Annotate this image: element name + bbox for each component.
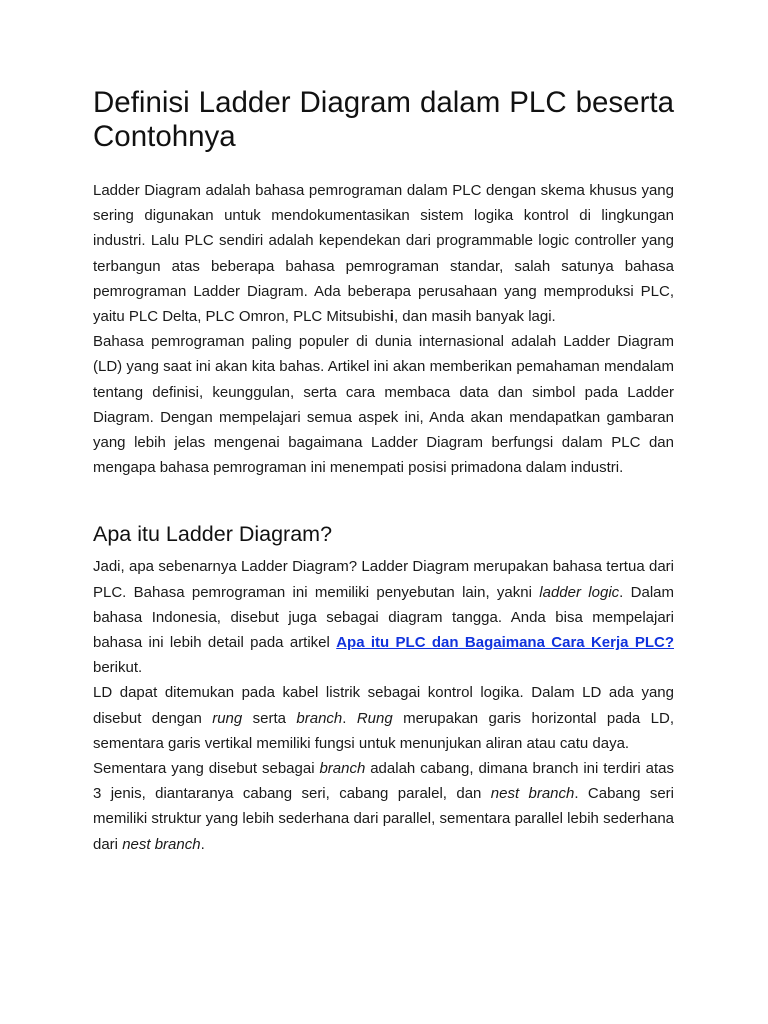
section-paragraph-3 xyxy=(93,756,674,857)
page-title: Definisi Ladder Diagram dalam PLC beserta Contohnya xyxy=(93,86,674,153)
intro-text-1b: , dan masih banyak lagi. xyxy=(393,308,556,326)
section-text-2c: . xyxy=(342,709,357,727)
section-text-rung-2: Rung xyxy=(356,709,393,727)
section-text-3a: Sementara yang disebut sebagai xyxy=(93,760,320,778)
section-text-1c: berikut. xyxy=(93,659,143,677)
section-text-nest-branch: nest branch xyxy=(490,785,575,803)
section-text-3b: adalah cabang, dimana branch ini terdiri atas 3 jenis, diantaranya cabang seri, cabang paralel, dan xyxy=(93,760,674,803)
intro-paragraph-2: Bahasa pemrograman paling populer di dunia internasional adalah Ladder Diagram (LD) yang saat ini akan kita bahas. Artikel ini akan memberikan pemahaman mendalam tentang definisi, keunggulan, serta cara membaca data dan simbol pada Ladder Diagram. Dengan mempelajari semua aspek ini, Anda akan mendapatkan gambaran yang lebih jelas mengenai bagaimana Ladder Diagram berfungsi dalam PLC dan mengapa bahasa pemrograman ini menempati posisi primadona dalam industri. xyxy=(93,333,674,477)
section-text-1a: Jadi, apa sebenarnya Ladder Diagram? Ladder Diagram merupakan bahasa tertua dari PLC. Bahasa pemrograman ini memiliki penyebutan lain, yakni xyxy=(93,558,674,601)
section-text-rung: rung xyxy=(212,709,243,727)
intro-text-1a: Ladder Diagram adalah bahasa pemrograman dalam PLC dengan skema khusus yang sering digunakan untuk mendokumentasikan sistem logika kontrol di lingkungan industri. Lalu PLC sendiri adalah kependekan dari programmable logic controller yang terbangun atas beberapa bahasa pemrograman standar, salah satunya bahasa pemrograman Ladder Diagram. Ada beberapa perusahaan yang memproduksi PLC, yaitu PLC Delta, PLC Omron, PLC Mitsubish xyxy=(93,182,674,326)
section-text-3c: . Cabang seri memiliki struktur yang lebih sederhana dari parallel, sementara parallel lebih sederhana dari xyxy=(93,785,675,853)
section-text-branch-2: branch xyxy=(319,760,366,778)
section-text-1b: . Dalam bahasa Indonesia, disebut juga sebagai diagram tangga. Anda bisa mempelajari bahasa ini lebih detail pada artikel xyxy=(93,583,674,652)
section-text-nest-branch-2: nest branch xyxy=(122,835,201,853)
intro-paragraph-1 xyxy=(93,178,674,329)
article-link-plc[interactable]: Apa itu PLC dan Bagaimana Cara Kerja PLC? xyxy=(336,634,674,652)
intro-text-bold-i: i xyxy=(389,308,394,326)
section-paragraph-2 xyxy=(93,680,674,756)
section-text-2a: LD dapat ditemukan pada kabel listrik sebagai kontrol logika. Dalam LD ada yang disebut dengan xyxy=(93,684,674,727)
section-text-2d: merupakan garis horizontal pada LD, sementara garis vertikal memiliki fungsi untuk menunjukan aliran atau catu daya. xyxy=(93,709,674,752)
section-text-2b: serta xyxy=(242,709,297,727)
section-heading: Apa itu Ladder Diagram? xyxy=(93,522,333,547)
section-text-ladder-logic: ladder logic xyxy=(539,583,620,601)
section-text-3d: . xyxy=(200,835,205,853)
section-text-branch: branch xyxy=(296,709,343,727)
document-page xyxy=(93,86,674,857)
section-paragraph-1 xyxy=(93,554,674,680)
